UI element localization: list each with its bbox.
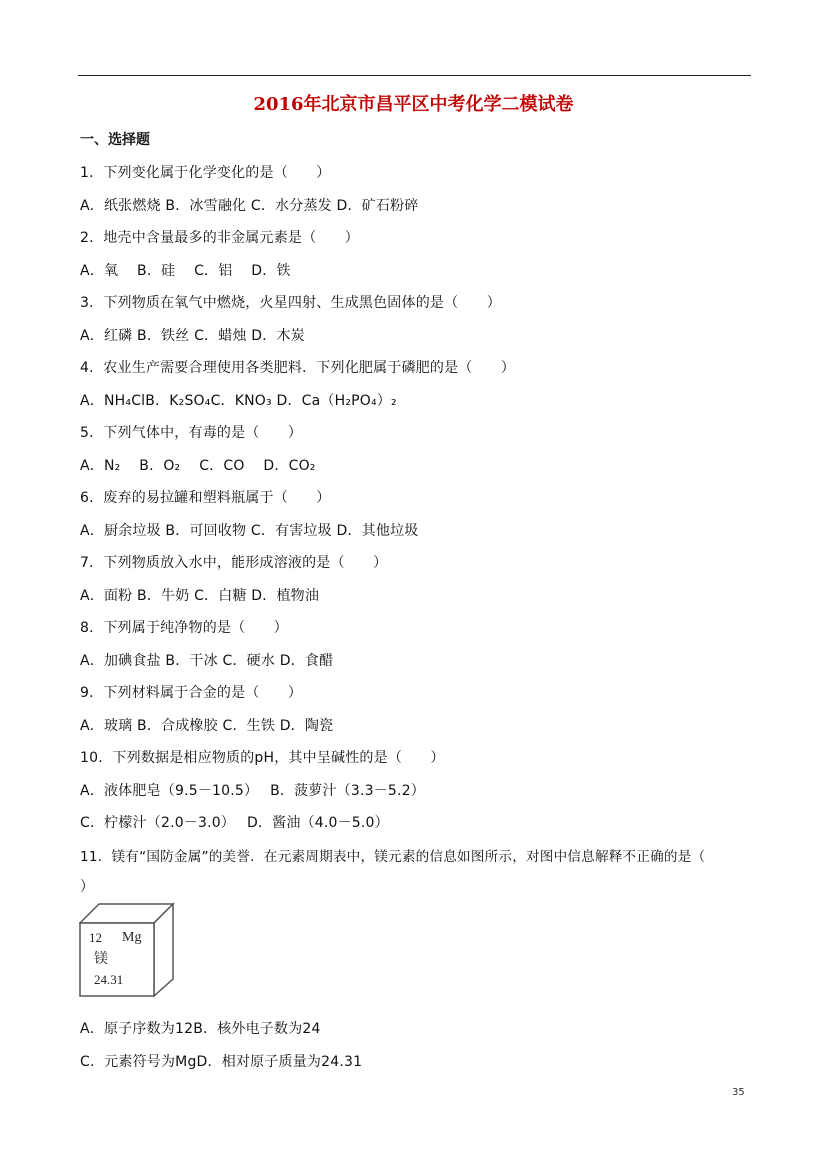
question-10: 10．下列数据是相应物质的pH，其中呈碱性的是（ ） [80, 750, 445, 766]
options-2: A．氧 B．硅 C．铝 D．铁 [80, 263, 291, 279]
question-11-end: ） [80, 879, 95, 895]
options-11-ab: A．原子序数为12B．核外电子数为24 [80, 1021, 321, 1037]
page-title: 2016年北京市昌平区中考化学二模试卷 [253, 94, 574, 115]
options-7: A．面粉 B．牛奶 C．白糖 D．植物油 [80, 588, 320, 604]
element-mass: 24.31 [94, 972, 124, 987]
question-1: 1．下列变化属于化学变化的是（ ） [80, 165, 331, 181]
options-10-cd: C．柠檬汁（2.0－3.0） D．酱油（4.0－5.0） [80, 815, 389, 831]
question-3: 3．下列物质在氧气中燃烧，火星四射、生成黑色固体的是（ ） [80, 295, 501, 311]
question-11: 11．镁有“国防金属”的美誉．在元素周期表中，镁元素的信息如图所示，对图中信息解释不正确的是（ [80, 849, 706, 865]
question-9: 9．下列材料属于合金的是（ ） [80, 685, 303, 701]
element-atomic-number: 12 [89, 930, 102, 945]
options-5: A．N₂ B．O₂ C．CO D．CO₂ [80, 458, 316, 474]
options-9: A．玻璃 B．合成橡胶 C．生铁 D．陶瓷 [80, 718, 334, 734]
options-11-cd: C．元素符号为MgD．相对原子质量为24.31 [80, 1054, 363, 1070]
question-4: 4．农业生产需要合理使用各类肥料．下列化肥属于磷肥的是（ ） [80, 360, 516, 376]
element-name: 镁 [94, 951, 108, 967]
element-symbol: Mg [122, 930, 142, 945]
options-10-ab: A．液体肥皂（9.5－10.5） B．菠萝汁（3.3－5.2） [80, 783, 425, 799]
options-4: A．NH₄ClB．K₂SO₄C．KNO₃ D．Ca（H₂PO₄）₂ [80, 393, 397, 409]
question-8: 8．下列属于纯净物的是（ ） [80, 620, 288, 636]
header-rule [78, 75, 751, 76]
options-8: A．加碘食盐 B．干冰 C．硬水 D．食醋 [80, 653, 334, 669]
options-1: A．纸张燃烧 B．冰雪融化 C．水分蒸发 D．矿石粉碎 [80, 198, 419, 214]
question-6: 6．废弃的易拉罐和塑料瓶属于（ ） [80, 490, 331, 506]
options-6: A．厨余垃圾 B．可回收物 C．有害垃圾 D．其他垃圾 [80, 523, 419, 539]
page-number: 35 [732, 1087, 745, 1098]
question-2: 2．地壳中含量最多的非金属元素是（ ） [80, 230, 359, 246]
question-5: 5．下列气体中，有毒的是（ ） [80, 425, 303, 441]
question-7: 7．下列物质放入水中，能形成溶液的是（ ） [80, 555, 388, 571]
section-heading: 一、选择题 [80, 132, 150, 148]
options-3: A．红磷 B．铁丝 C．蜡烛 D．木炭 [80, 328, 305, 344]
